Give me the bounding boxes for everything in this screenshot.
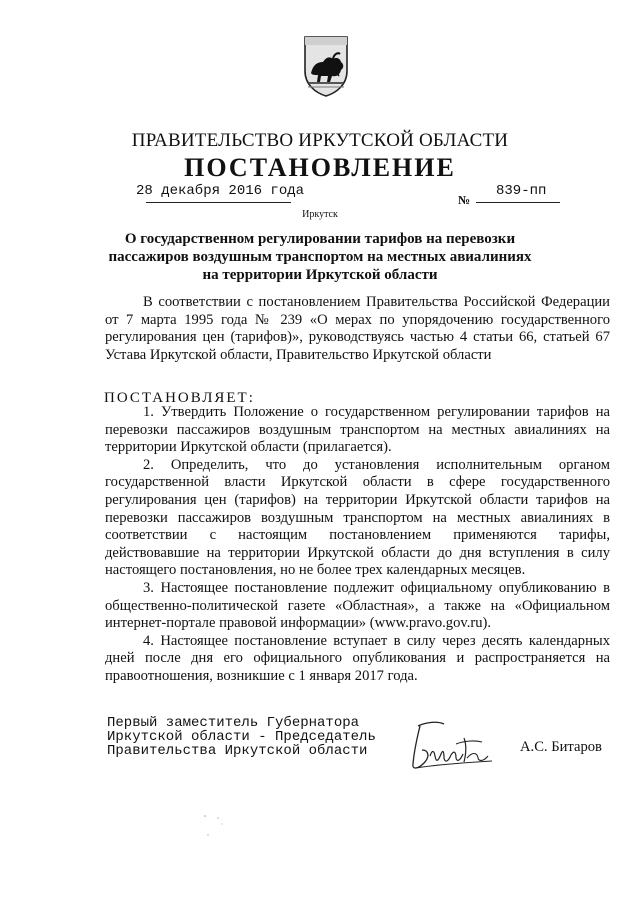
date-underline <box>146 202 291 203</box>
signer-name: А.С. Битаров <box>520 739 602 755</box>
decree-items <box>105 404 610 686</box>
document-type-title: ПОСТАНОВЛЕНИЕ <box>184 153 456 182</box>
decree-heading: ПОСТАНОВЛЯЕТ: <box>104 390 255 406</box>
government-title: ПРАВИТЕЛЬСТВО ИРКУТСКОЙ ОБЛАСТИ <box>131 130 509 151</box>
number-underline <box>476 202 560 203</box>
handwritten-signature <box>404 716 498 774</box>
city-name: Иркутск <box>302 209 338 220</box>
preamble-paragraph: В соответствии с постановлением Правительства Российской Федерации от 7 марта 1995 года № 239 «О мерах по упорядочению государственного регулирования цен (тарифов)», руководствуясь частью 4 статьи 66, статьей 67 Устава Иркутской области, Правительство Иркутской области <box>105 294 610 363</box>
preamble-block <box>105 294 610 364</box>
coat-of-arms-icon <box>303 35 349 97</box>
scan-specks <box>200 800 260 840</box>
document-date: 28 декабря 2016 года <box>136 183 305 199</box>
signatory-position <box>107 716 376 758</box>
position-line-1: Первый заместитель Губернатора <box>107 715 360 731</box>
decree-item-3: 3. Настоящее постановление подлежит официальному опубликованию в общественно-политической газете «Областная», а также на «Официальном интернет-портале правовой информации» (www.pravo.gov.ru). <box>105 579 610 632</box>
decree-item-1: 1. Утвердить Положение о государственном регулировании тарифов на перевозки пассажиров воздушным транспортом на местных авиалиниях на территории Иркутской области (прилагается). <box>105 404 610 456</box>
number-sign: № <box>458 193 471 207</box>
decree-item-2: 2. Определить, что до установления исполнительным органом государственной власти Иркутской области в сфере государственного регулирования цен (тарифов) на территории Иркутской области тарифов на перевозки пассажиров воздушным транспортом на местных авиалиниях в соответствии с настоящим постановлением применяются тарифы, действовавшие на территории Иркутской области до дня вступления в силу настоящего постановления, но не более трех календарных месяцев. <box>105 456 610 579</box>
document-subject: О государственном регулировании тарифов на перевозки пассажиров воздушным транспортом на местных авиалиниях на территории Иркутской области <box>108 231 532 283</box>
document-number: 839-пп <box>496 183 547 199</box>
position-line-3: Правительства Иркутской области <box>107 743 368 759</box>
decree-item-4: 4. Настоящее постановление вступает в силу через десять календарных дней после дня его официального опубликования и распространяется на правоотношения, возникшие с 1 января 2017 года. <box>105 632 610 684</box>
position-line-2: Иркутской области - Председатель <box>107 729 376 745</box>
